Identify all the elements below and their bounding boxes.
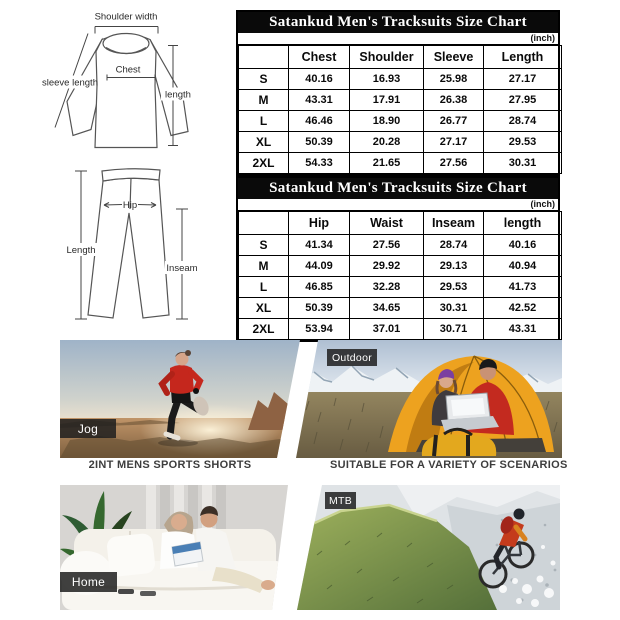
table-row: [239, 298, 562, 319]
shirt-measurement-diagram: [15, 4, 230, 162]
table-row: [239, 132, 562, 153]
col-header-inseam: Inseam: [424, 212, 484, 235]
col-header-hip: Hip: [289, 212, 350, 235]
size-cell: 2XL: [239, 153, 289, 174]
size-chart-bottom: [236, 176, 560, 342]
value-cell: 21.65: [350, 153, 424, 174]
value-cell: 43.31: [484, 319, 562, 340]
pants-measurement-diagram: [30, 167, 230, 337]
remote: [140, 591, 156, 596]
col-header-sleeve: Sleeve: [424, 46, 484, 69]
value-cell: 37.01: [350, 319, 424, 340]
col-header-length: Length: [484, 46, 562, 69]
value-cell: 50.39: [289, 132, 350, 153]
value-cell: 50.39: [289, 298, 350, 319]
size-cell: 2XL: [239, 319, 289, 340]
value-cell: 34.65: [350, 298, 424, 319]
value-cell: 30.31: [424, 298, 484, 319]
col-header-chest: Chest: [289, 46, 350, 69]
photo-tag-mtb: MTB: [325, 492, 356, 509]
photo-tag-jog: Jog: [60, 419, 116, 438]
value-cell: 29.92: [350, 256, 424, 277]
size-chart-bottom-title: Satankud Men's Tracksuits Size Chart: [238, 178, 558, 199]
pants-length-label: Length: [66, 245, 96, 256]
value-cell: 32.28: [350, 277, 424, 298]
size-table-top: [238, 45, 562, 174]
caption-sports-shorts: 2INT MENS SPORTS SHORTS: [88, 459, 252, 471]
woman-head: [171, 514, 187, 530]
value-cell: 20.28: [350, 132, 424, 153]
table-row: [239, 235, 562, 256]
col-header-waist: Waist: [350, 212, 424, 235]
value-cell: 44.09: [289, 256, 350, 277]
size-cell: XL: [239, 298, 289, 319]
size-cell: M: [239, 90, 289, 111]
value-cell: 46.85: [289, 277, 350, 298]
value-cell: 41.34: [289, 235, 350, 256]
value-cell: 27.56: [350, 235, 424, 256]
size-cell: L: [239, 111, 289, 132]
value-cell: 17.91: [350, 90, 424, 111]
value-cell: 43.31: [289, 90, 350, 111]
photo-tag-outdoor: Outdoor: [327, 349, 377, 366]
value-cell: 53.94: [289, 319, 350, 340]
table-row: [239, 90, 562, 111]
table-row: [239, 319, 562, 340]
size-chart-top-unit: (inch): [238, 33, 558, 45]
size-chart-bottom-unit: (inch): [238, 199, 558, 211]
photo-jog: [60, 340, 300, 458]
value-cell: 41.73: [484, 277, 562, 298]
value-cell: 27.56: [424, 153, 484, 174]
table-row: [239, 256, 562, 277]
value-cell: 40.16: [484, 235, 562, 256]
value-cell: 25.98: [424, 69, 484, 90]
value-cell: 29.53: [424, 277, 484, 298]
helmet: [514, 509, 525, 520]
value-cell: 28.74: [484, 111, 562, 132]
col-header-shoulder: Shoulder: [350, 46, 424, 69]
sleeve-length-label: sleeve length: [42, 77, 98, 89]
caption-scenarios: SUITABLE FOR A VARIETY OF SCENARIOS: [330, 459, 568, 471]
value-cell: 26.38: [424, 90, 484, 111]
jog-scene: [60, 340, 300, 458]
header-row: [239, 212, 562, 235]
size-cell: S: [239, 69, 289, 90]
size-cell: M: [239, 256, 289, 277]
photo-tag-home: Home: [60, 572, 117, 592]
chest-label: Chest: [115, 64, 141, 76]
value-cell: 28.74: [424, 235, 484, 256]
shoulder-width-label: Shoulder width: [94, 11, 158, 23]
value-cell: 40.94: [484, 256, 562, 277]
hip-label: Hip: [122, 200, 138, 211]
table-row: [239, 153, 562, 174]
header-row: [239, 46, 562, 69]
table-row: [239, 111, 562, 132]
size-table-bottom: [238, 211, 562, 340]
value-cell: 27.95: [484, 90, 562, 111]
bare-feet: [261, 580, 275, 590]
value-cell: 40.16: [289, 69, 350, 90]
inseam-label: Inseam: [166, 263, 198, 274]
col-header-blank: [239, 212, 289, 235]
value-cell: 26.77: [424, 111, 484, 132]
value-cell: 42.52: [484, 298, 562, 319]
value-cell: 29.13: [424, 256, 484, 277]
size-chart-top: [236, 10, 560, 176]
value-cell: 18.90: [350, 111, 424, 132]
size-cell: S: [239, 235, 289, 256]
remote: [118, 589, 134, 594]
col-header-blank: [239, 46, 289, 69]
value-cell: 16.93: [350, 69, 424, 90]
shoulder-width-bracket: [95, 27, 158, 34]
table-row: [239, 277, 562, 298]
value-cell: 54.33: [289, 153, 350, 174]
size-chart-top-title: Satankud Men's Tracksuits Size Chart: [238, 12, 558, 33]
value-cell: 30.31: [484, 153, 562, 174]
value-cell: 29.53: [484, 132, 562, 153]
size-cell: L: [239, 277, 289, 298]
pants-outline: [88, 169, 169, 318]
shirt-length-label: length: [165, 89, 191, 101]
value-cell: 30.71: [424, 319, 484, 340]
value-cell: 27.17: [424, 132, 484, 153]
size-cell: XL: [239, 132, 289, 153]
value-cell: 46.46: [289, 111, 350, 132]
table-row: [239, 69, 562, 90]
col-header-length: length: [484, 212, 562, 235]
value-cell: 27.17: [484, 69, 562, 90]
